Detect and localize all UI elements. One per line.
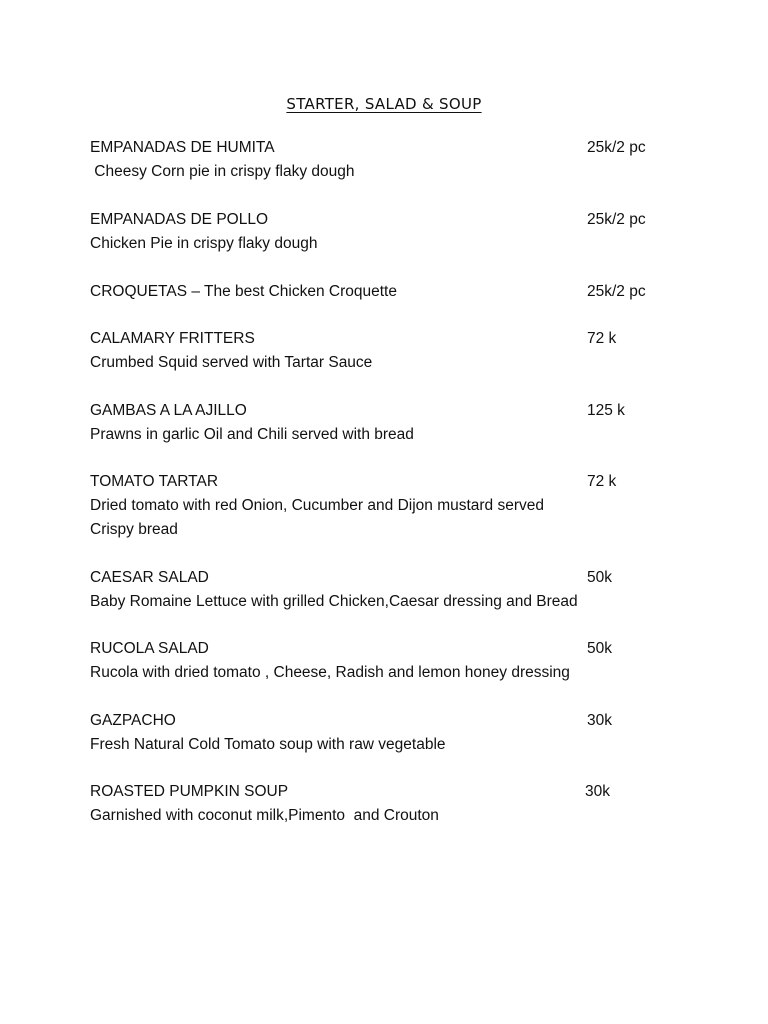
- item-description: Chicken Pie in crispy flaky dough: [90, 235, 318, 252]
- menu-item-empanadas-de-pollo: [90, 208, 690, 256]
- item-name: CROQUETAS – The best Chicken Croquette: [90, 283, 397, 300]
- item-name: CALAMARY FRITTERS: [90, 330, 255, 347]
- item-name: GAZPACHO: [90, 712, 176, 729]
- item-description: Crumbed Squid served with Tartar Sauce: [90, 354, 373, 371]
- menu-item-croquetas: [90, 280, 690, 304]
- item-name: EMPANADAS DE POLLO: [90, 211, 269, 228]
- item-description-line-2: Crispy bread: [90, 521, 178, 538]
- item-description: Garnished with coconut milk,Pimento and Crouton: [90, 807, 439, 824]
- menu-item-empanadas-de-humita: [90, 136, 690, 184]
- menu-item-caesar-salad: [90, 566, 690, 614]
- item-price: 50k: [587, 569, 612, 586]
- item-price: 25k/2 pc: [587, 211, 646, 228]
- item-name: ROASTED PUMPKIN SOUP: [90, 783, 289, 800]
- menu-item-gambas-a-la-ajillo: [90, 399, 690, 447]
- item-name: RUCOLA SALAD: [90, 640, 209, 657]
- item-price: 50k: [587, 640, 612, 657]
- item-description: Baby Romaine Lettuce with grilled Chicken,Caesar dressing and Bread: [90, 593, 578, 610]
- menu-item-roasted-pumpkin-soup: [90, 780, 690, 828]
- item-price: 25k/2 pc: [587, 283, 646, 300]
- item-price: 30k: [587, 712, 612, 729]
- item-name: GAMBAS A LA AJILLO: [90, 402, 247, 419]
- item-price: 72 k: [587, 473, 617, 490]
- item-name: EMPANADAS DE HUMITA: [90, 139, 275, 156]
- item-price: 30k: [585, 783, 610, 800]
- item-name: TOMATO TARTAR: [90, 473, 219, 490]
- item-description: Dried tomato with red Onion, Cucumber and Dijon mustard served: [90, 497, 545, 514]
- section-title: STARTER, SALAD & SOUP: [286, 95, 482, 113]
- item-description: Rucola with dried tomato , Cheese, Radish and lemon honey dressing: [90, 664, 570, 681]
- item-description: Cheesy Corn pie in crispy flaky dough: [90, 163, 355, 180]
- menu-item-gazpacho: [90, 709, 690, 757]
- item-name: CAESAR SALAD: [90, 569, 209, 586]
- menu-item-rucola-salad: [90, 637, 690, 685]
- item-price: 25k/2 pc: [587, 139, 646, 156]
- item-price: 125 k: [587, 402, 625, 419]
- menu-item-tomato-tartar: [90, 470, 690, 542]
- item-price: 72 k: [587, 330, 617, 347]
- item-description: Fresh Natural Cold Tomato soup with raw vegetable: [90, 736, 446, 753]
- item-description: Prawns in garlic Oil and Chili served with bread: [90, 426, 414, 443]
- menu-item-calamary-fritters: [90, 327, 690, 375]
